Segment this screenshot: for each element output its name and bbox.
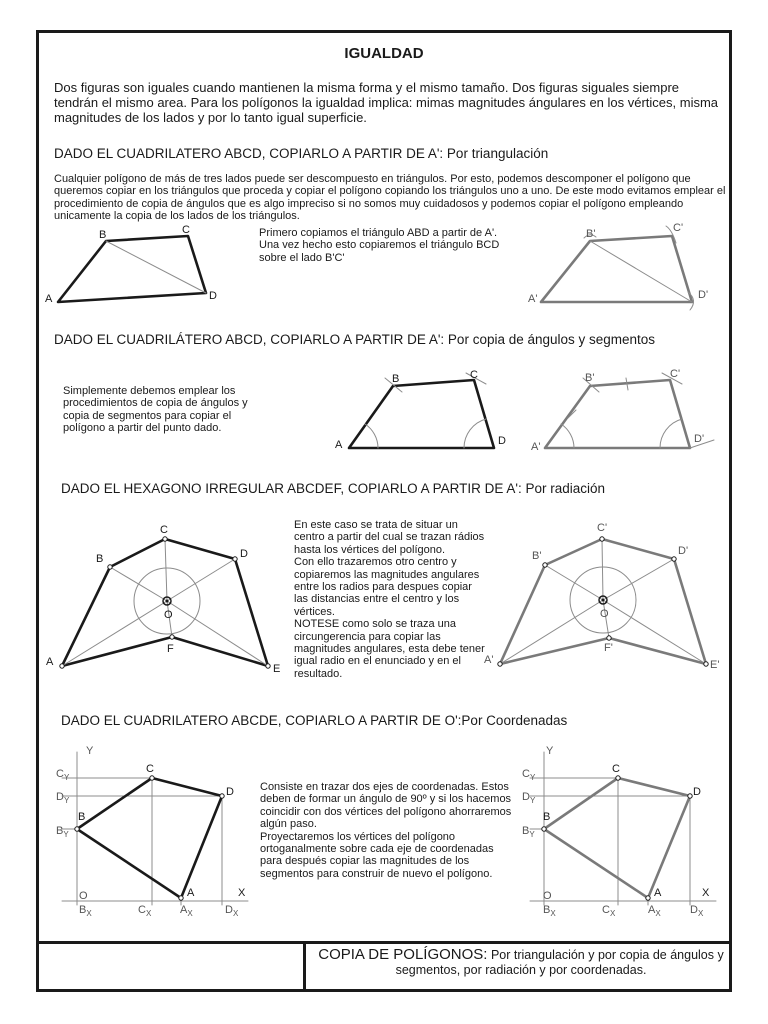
s4-copy-label-a: A bbox=[654, 887, 662, 899]
s4-label-bx: $B_X$ bbox=[79, 904, 92, 918]
s3-label-c-prime: C' bbox=[597, 522, 608, 534]
s1-label-c: C bbox=[182, 224, 190, 236]
section-4-text: Consiste en trazar dos ejes de coordenadas. Estos deben de formar un ángulo de 90º y si los hacemos coincidir con dos vértices del polígono ahorraremos algún paso. Proyectaremos los vértices del polígono ortoganalmente sobre cada eje de coordenadas para después copiar las magnitudes de los segmentos para construir de nuevo el polígono. bbox=[260, 781, 512, 880]
s4-copy-label-cx: $C_X$ bbox=[602, 904, 616, 918]
s3-label-a: A bbox=[46, 656, 54, 668]
s3-label-b-prime: B' bbox=[532, 550, 542, 562]
s3-label-a-prime: A' bbox=[484, 654, 494, 666]
s2-label-a: A bbox=[335, 439, 343, 451]
s4-label-c: C bbox=[146, 763, 154, 775]
footer-description: Por triangulación y por copia de ángulos y segmentos, por radiación y por coordenadas. bbox=[395, 948, 724, 977]
s1-label-a: A bbox=[45, 293, 53, 305]
s4-copy-label-x: X bbox=[702, 887, 710, 899]
s1-label-b-prime: B' bbox=[586, 228, 596, 240]
s3-label-c: C bbox=[160, 524, 168, 536]
s1-label-b: B bbox=[99, 229, 107, 241]
s3-label-e: E bbox=[273, 663, 281, 675]
s4-label-d: D bbox=[226, 786, 234, 798]
s2-label-c: C bbox=[470, 369, 478, 381]
s4-label-cx: $C_X$ bbox=[138, 904, 152, 918]
intro-paragraph: Dos figuras son iguales cuando mantienen la misma forma y el mismo tamaño. Dos figuras siguales siempre tendrán el mismo area. Para los polígonos la igualdad implica: mimas magnitudes ángulares en los vértices, misma magnitudes de los lados y por lo tanto igual superficie. bbox=[54, 80, 719, 125]
s4-copy-label-cy: $C_Y$ bbox=[522, 768, 536, 782]
s2-label-d-prime: D' bbox=[694, 433, 705, 445]
s4-copy-label-c: C bbox=[612, 763, 620, 775]
s3-label-f-prime: F' bbox=[604, 642, 613, 654]
s4-copy-label-y: Y bbox=[546, 745, 554, 757]
s4-label-y: Y bbox=[86, 745, 94, 757]
section-2-text: Simplemente debemos emplear los procedimientos de copia de ángulos y copia de segmentos para copiar el polígono a partir del punto dado. bbox=[63, 385, 248, 435]
s4-copy-label-ax: $A_X$ bbox=[648, 904, 661, 918]
section-3-text: En este caso se trata de situar un centro a partir del cual se trazan rádios hasta los vértices del polígono. Con ello trazaremos otro centro y copiaremos las magnitudes angulares entre los radios para despues copiar las distancias entre el centro y los vértices. NOTESE como solo se traza una circungerencia para copiar las magnitudes angulares, esta debe tener igual radio en el enunciado y en el resultado. bbox=[294, 519, 485, 680]
s1-label-d-prime: D' bbox=[698, 289, 709, 301]
s2-original-quadrilateral bbox=[349, 373, 494, 448]
s4-label-dx: $D_X$ bbox=[225, 904, 239, 918]
section-1-heading: DADO EL CUADRILATERO ABCD, COPIARLO A PARTIR DE A': Por triangulación bbox=[54, 146, 549, 161]
s4-label-a: A bbox=[187, 887, 195, 899]
section-2-heading: DADO EL CUADRILÁTERO ABCD, COPIARLO A PARTIR DE A': Por copia de ángulos y segmentos bbox=[54, 332, 656, 347]
s4-copy-label-b: B bbox=[543, 811, 551, 823]
s4-vertex-dots bbox=[75, 776, 692, 900]
s4-label-cy: $C_Y$ bbox=[56, 768, 70, 782]
section-4-heading: DADO EL CUADRILATERO ABCDE, COPIARLO A PARTIR DE O':Por Coordenadas bbox=[61, 713, 568, 728]
s4-label-o: O bbox=[79, 890, 88, 902]
s1-label-a-prime: A' bbox=[528, 293, 538, 305]
section-1-note: Primero copiamos el triángulo ABD a partir de A'. Una vez hecho esto copiaremos el triángulo BCD sobre el lado B'C' bbox=[259, 227, 500, 264]
s1-original-quadrilateral bbox=[58, 236, 206, 302]
s3-label-d: D bbox=[240, 548, 248, 560]
s4-copy-label-d: D bbox=[693, 786, 701, 798]
s4-copy-label-dy: $D_Y$ bbox=[522, 791, 536, 805]
s4-copy-label-by: $B_Y$ bbox=[522, 825, 535, 839]
s4-label-ax: $A_X$ bbox=[180, 904, 193, 918]
section-1-text: Cualquier polígono de más de tres lados puede ser descompuesto en triángulos. Por esto, podemos descomponer el polígono que queremos copiar en los triángulos que proceda y copiar el polígono copiando los triángulos uno a uno. De este modo evitamos emplear el procedimiento de copia de ángulos que es algo impreciso si no somos muy cuidadosos y podemos copiar el polígono empleando unicamente la copia de los lados de los triángulos. bbox=[54, 173, 726, 223]
s1-label-c-prime: C' bbox=[673, 222, 684, 234]
s3-label-o: O bbox=[164, 609, 173, 621]
s3-label-o-prime: O bbox=[600, 608, 609, 620]
s4-label-b: B bbox=[78, 811, 86, 823]
s4-label-x: X bbox=[238, 887, 246, 899]
s4-label-dy: $D_Y$ bbox=[56, 791, 70, 805]
s2-label-c-prime: C' bbox=[670, 368, 681, 380]
s1-copied-quadrilateral bbox=[541, 226, 694, 310]
section-3-heading: DADO EL HEXAGONO IRREGULAR ABCDEF, COPIARLO A PARTIR DE A': Por radiación bbox=[61, 481, 605, 496]
s4-copy-label-o: O bbox=[543, 890, 552, 902]
s4-copy-label-dx: $D_X$ bbox=[690, 904, 704, 918]
s1-label-d: D bbox=[209, 290, 217, 302]
s3-label-d-prime: D' bbox=[678, 545, 689, 557]
s2-label-b-prime: B' bbox=[585, 372, 595, 384]
page-title: IGUALDAD bbox=[344, 45, 424, 62]
s4-label-by: $B_Y$ bbox=[56, 825, 69, 839]
s2-label-b: B bbox=[392, 373, 400, 385]
s3-label-f: F bbox=[167, 643, 174, 655]
s3-label-b: B bbox=[96, 553, 104, 565]
s2-copied-quadrilateral bbox=[545, 373, 714, 448]
footer-title: COPIA DE POLÍGONOS: bbox=[318, 946, 488, 963]
s2-label-a-prime: A' bbox=[531, 441, 541, 453]
s3-label-e-prime: E' bbox=[710, 659, 720, 671]
s4-copy-label-bx: $B_X$ bbox=[543, 904, 556, 918]
s2-label-d: D bbox=[498, 435, 506, 447]
